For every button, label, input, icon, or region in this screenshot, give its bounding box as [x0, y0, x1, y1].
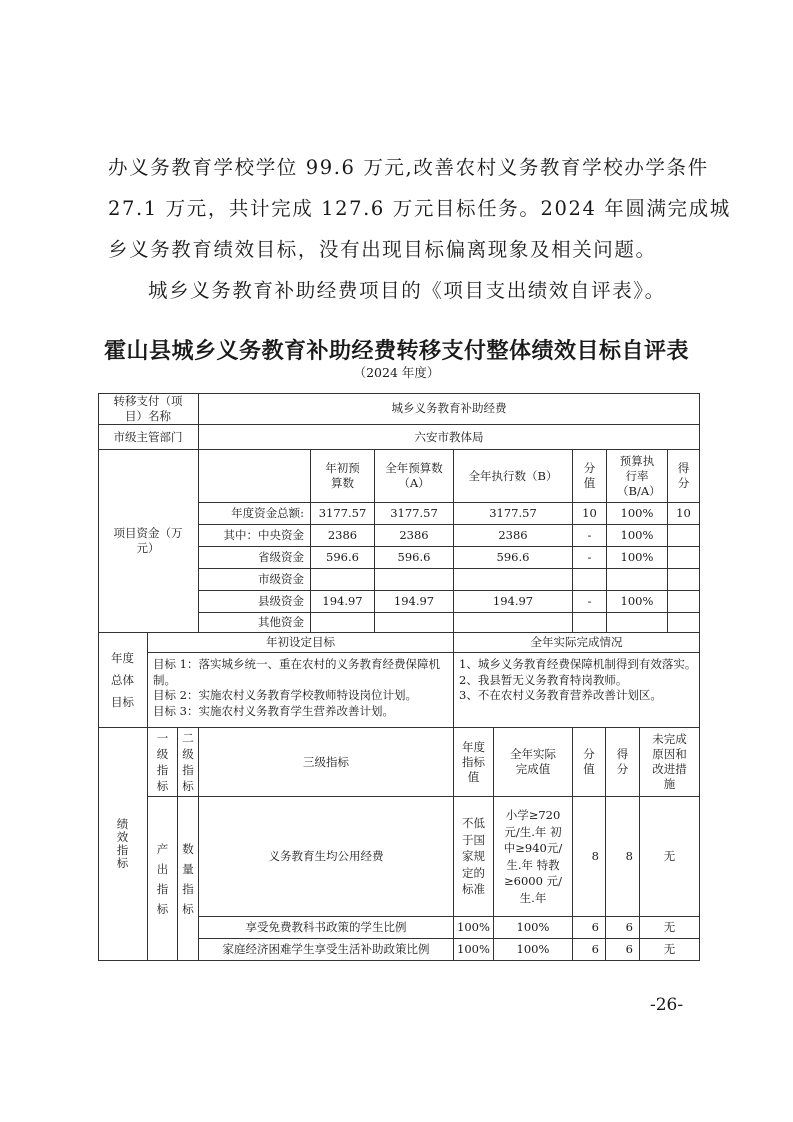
fund-annual-exec [454, 613, 573, 633]
fund-score-value [573, 613, 607, 633]
indicator-score: 8 [606, 797, 640, 917]
fund-annual-budget: 596.6 [375, 547, 454, 569]
fund-exec-rate: 100% [607, 547, 668, 569]
indicators-section-label: 绩效指标 [98, 728, 148, 961]
fund-row-label: 市级资金 [199, 569, 311, 591]
indicator-reason: 无 [640, 939, 700, 961]
fund-row-label: 县级资金 [199, 591, 311, 613]
goals-set-header: 年初设定目标 [148, 633, 454, 653]
fund-annual-exec: 194.97 [454, 591, 573, 613]
header-ind-score: 得分 [606, 728, 640, 797]
goals-actual-header: 全年实际完成情况 [454, 633, 700, 653]
header-annual-budget: 全年预算数（A） [375, 450, 454, 503]
fund-row-label: 省级资金 [199, 547, 311, 569]
fund-score-value: - [573, 525, 607, 547]
header-ind-score-value: 分值 [573, 728, 606, 797]
fund-score [668, 591, 700, 613]
indicator-score: 6 [606, 917, 640, 939]
funds-section-label: 项目资金（万元） [98, 450, 199, 633]
fund-exec-rate: 100% [607, 591, 668, 613]
fund-annual-exec: 596.6 [454, 547, 573, 569]
header-exec-rate: 预算执行率（B/A） [607, 450, 668, 503]
goal-set-line: 目标 3：实施农村义务教育学生营养改善计划。 [153, 703, 394, 718]
fund-score [668, 569, 700, 591]
level2-value: 数量指标 [178, 797, 199, 961]
indicator-name: 义务教育生均公用经费 [199, 797, 454, 917]
dept-label: 市级主管部门 [98, 425, 199, 450]
fund-score [668, 525, 700, 547]
goal-actual-line: 3、不在农村义务教育营养改善计划区。 [459, 688, 662, 702]
goal-actual-line: 2、我县暂无义务教育特岗教师。 [459, 672, 628, 687]
fund-initial-budget: 2386 [311, 525, 375, 547]
indicator-target: 100% [454, 917, 494, 939]
header-reason: 未完成原因和改进措施 [640, 728, 700, 797]
header-annual-exec: 全年执行数（B） [454, 450, 573, 503]
header-level1: 一级指标 [148, 728, 178, 797]
header-initial-budget: 年初预算数 [311, 450, 375, 503]
table-title: 霍山县城乡义务教育补助经费转移支付整体绩效目标自评表 [103, 338, 689, 364]
funds-header-blank [199, 450, 311, 503]
fund-exec-rate: 100% [607, 525, 668, 547]
page-number: -26- [650, 995, 684, 1015]
fund-initial-budget [311, 569, 375, 591]
indicator-actual: 小学≥720元/生.年 初中≥940元/生.年 特教≥6000 元/生.年 [494, 797, 573, 917]
indicator-score-value: 8 [573, 797, 606, 917]
level1-value: 产出指标 [148, 797, 178, 961]
header-score: 得分 [668, 450, 700, 503]
performance-table [98, 393, 700, 961]
indicator-score-value: 6 [573, 917, 606, 939]
body-paragraph-line: 27.1 万元，共计完成 127.6 万元目标任务。2024 年圆满完成城 [108, 197, 731, 220]
fund-annual-budget: 3177.57 [375, 503, 454, 525]
header-actual: 全年实际完成值 [494, 728, 573, 797]
fund-score-value: 10 [573, 503, 607, 525]
fund-score: 10 [668, 503, 700, 525]
fund-annual-budget: 2386 [375, 525, 454, 547]
header-level2: 二级指标 [178, 728, 199, 797]
indicator-name: 享受免费教科书政策的学生比例 [199, 917, 454, 939]
indicator-target: 不低于国家规定的标准 [454, 797, 494, 917]
indicator-reason: 无 [640, 917, 700, 939]
name-value: 城乡义务教育补助经费 [199, 393, 700, 425]
fund-annual-exec: 3177.57 [454, 503, 573, 525]
header-score-value: 分值 [573, 450, 607, 503]
fund-exec-rate: 100% [607, 503, 668, 525]
fund-score-value: - [573, 547, 607, 569]
body-paragraph-line: 城乡义务教育补助经费项目的《项目支出绩效自评表》。 [148, 279, 666, 302]
fund-annual-budget [375, 569, 454, 591]
fund-score-value: - [573, 591, 607, 613]
indicator-actual: 100% [494, 917, 573, 939]
fund-exec-rate [607, 613, 668, 633]
goals-actual-content [454, 653, 700, 728]
fund-annual-exec: 2386 [454, 525, 573, 547]
goal-set-line: 目标 2：实施农村义务教育学校教师特设岗位计划。 [153, 688, 417, 702]
name-label: 转移支付（项目）名称 [98, 393, 199, 425]
header-level3: 三级指标 [199, 728, 454, 797]
fund-row-label: 其中：中央资金 [199, 525, 311, 547]
indicator-actual: 100% [494, 939, 573, 961]
body-paragraph-line: 乡义务教育绩效目标，没有出现目标偏离现象及相关问题。 [108, 238, 657, 261]
fund-initial-budget: 194.97 [311, 591, 375, 613]
goal-actual-line: 1、城乡义务教育经费保障机制得到有效落实。 [459, 657, 697, 671]
goals-set-content [148, 653, 454, 728]
header-target: 年度指标值 [454, 728, 494, 797]
indicator-name: 家庭经济困难学生享受生活补助政策比例 [199, 939, 454, 961]
fund-row-label: 其他资金 [199, 613, 311, 633]
fund-initial-budget: 596.6 [311, 547, 375, 569]
indicator-score: 6 [606, 939, 640, 961]
fund-score [668, 547, 700, 569]
indicator-target: 100% [454, 939, 494, 961]
fund-row-label: 年度资金总额: [199, 503, 311, 525]
goals-section-label: 年度总体目标 [98, 633, 148, 728]
body-paragraph-line: 办义务教育学校学位 99.6 万元,改善农村义务教育学校办学条件 [108, 156, 709, 179]
fund-annual-exec [454, 569, 573, 591]
goal-set-line: 目标 1：落实城乡统一、重在农村的义务教育经费保障机制。 [153, 657, 440, 687]
indicator-score-value: 6 [573, 939, 606, 961]
dept-value: 六安市教体局 [199, 425, 700, 450]
fund-initial-budget: 3177.57 [311, 503, 375, 525]
fund-initial-budget [311, 613, 375, 633]
fund-annual-budget [375, 613, 454, 633]
fund-score [668, 613, 700, 633]
fund-annual-budget: 194.97 [375, 591, 454, 613]
fund-score-value [573, 569, 607, 591]
table-subtitle: （2024 年度） [353, 365, 440, 380]
indicator-reason: 无 [640, 797, 700, 917]
fund-exec-rate [607, 569, 668, 591]
